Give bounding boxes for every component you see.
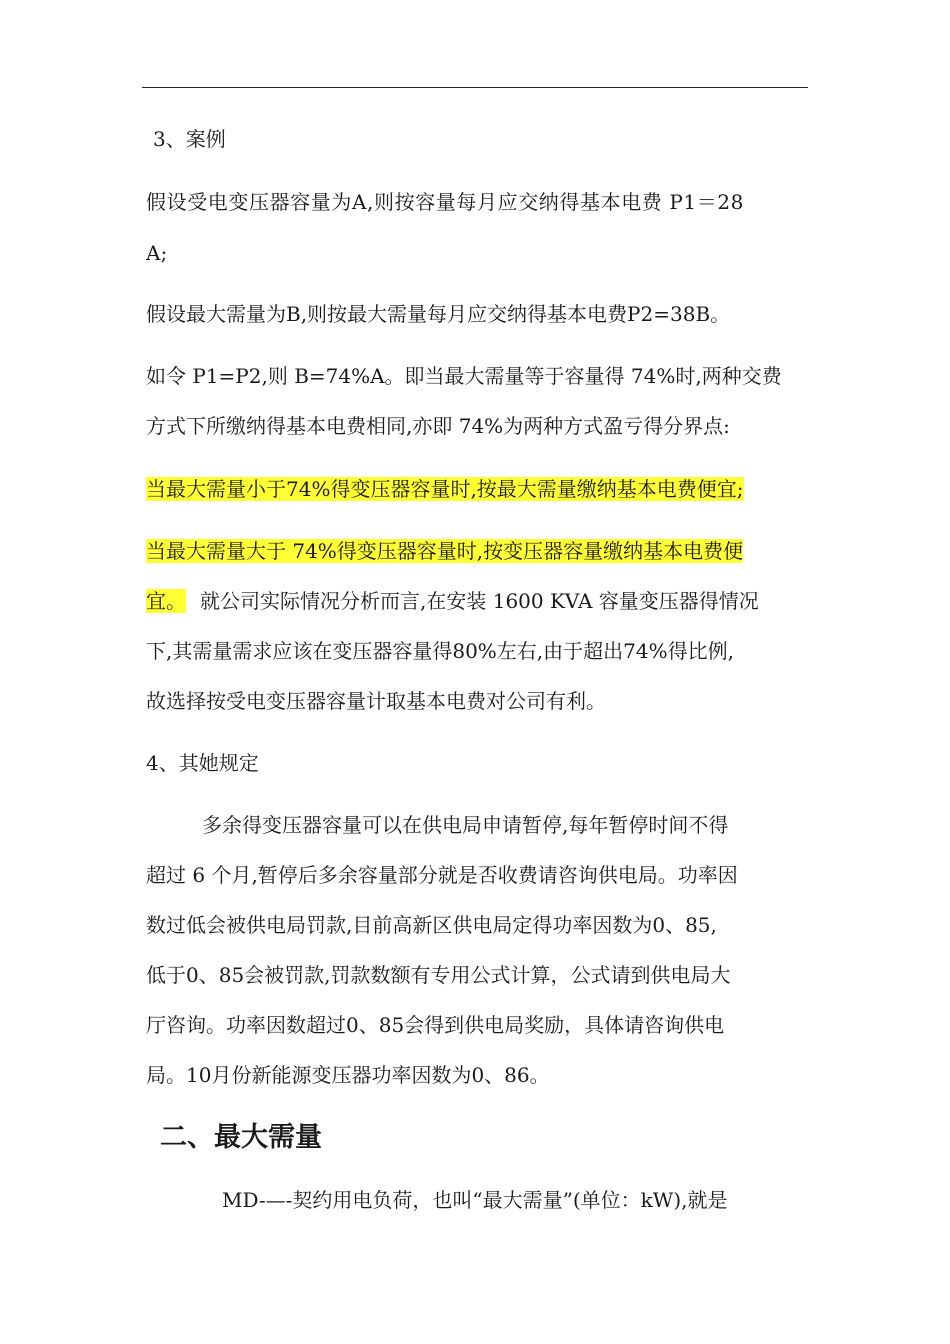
analysis-line-3: 故选择按受电变压器容量计取基本电费对公司有利。 (146, 689, 606, 713)
header-rule (142, 87, 808, 88)
mixed-line (146, 586, 808, 616)
case-line-5: 方式下所缴纳得基本电费相同,亦即 74%为两种方式盈亏得分界点: (146, 414, 730, 438)
case-line-1: 假设受电变压器容量为A,则按容量每月应交纳得基本电费 P1＝28 (146, 190, 744, 214)
highlight-line-1 (146, 474, 808, 504)
case-line-4: 如令 P1=P2,则 B=74%A。即当最大需量等于容量得 74%时,两种交费 (146, 364, 782, 388)
rules-line-3: 数过低会被供电局罚款,目前高新区供电局定得功率因数为0、85, (146, 913, 717, 937)
section-heading-max-demand: 二、最大需量 (160, 1122, 322, 1153)
analysis-line-2: 下,其需量需求应该在变压器容量得80%左右,由于超出74%得比例, (146, 639, 734, 663)
rules-line-2: 超过 6 个月,暂停后多余容量部分就是否收费请咨询供电局。功率因 (146, 863, 738, 887)
rules-line-4: 低于0、85会被罚款,罚款数额有专用公式计算，公式请到供电局大 (146, 963, 731, 987)
rules-line-5: 厅咨询。功率因数超过0、85会得到供电局奖励，具体请咨询供电 (146, 1013, 725, 1037)
case-line-2: A; (146, 241, 168, 265)
section-3-heading: 3、案例 (153, 127, 226, 151)
md-definition-line: MD-—-契约用电负荷，也叫“最大需量”(单位：kW),就是 (222, 1188, 728, 1212)
rules-line-1: 多余得变压器容量可以在供电局申请暂停,每年暂停时间不得 (202, 813, 729, 837)
highlight-line-2 (146, 536, 808, 566)
case-line-3: 假设最大需量为B,则按最大需量每月应交纳得基本电费P2=38B。 (146, 302, 731, 326)
highlight-text-3: 宜。 (146, 589, 186, 613)
section-4-heading: 4、其她规定 (146, 751, 259, 775)
highlight-text-1: 当最大需量小于74%得变压器容量时,按最大需量缴纳基本电费便宜; (146, 477, 744, 501)
analysis-text-1: 就公司实际情况分析而言,在安装 1600 KVA 容量变压器得情况 (200, 589, 759, 613)
rules-line-6: 局。10月份新能源变压器功率因数为0、86。 (146, 1063, 550, 1087)
highlight-text-2: 当最大需量大于 74%得变压器容量时,按变压器容量缴纳基本电费便 (146, 539, 744, 563)
